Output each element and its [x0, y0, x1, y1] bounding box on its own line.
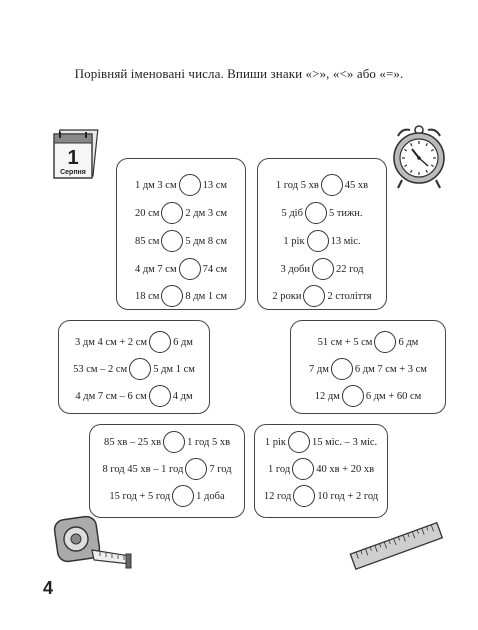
calendar-icon	[50, 128, 102, 180]
right-expression: 40 хв + 20 хв	[316, 463, 375, 475]
right-expression: 10 год + 2 год	[317, 490, 379, 502]
right-expression: 6 дм 7 см + 3 см	[354, 363, 427, 375]
comparison-row	[117, 285, 245, 307]
answer-circle[interactable]	[305, 202, 327, 224]
calendar-month: Серпня	[60, 169, 86, 176]
left-expression: 7 дм	[309, 363, 329, 375]
left-expression: 4 дм 7 см	[134, 263, 177, 275]
answer-circle[interactable]	[149, 331, 171, 353]
answer-circle[interactable]	[303, 285, 325, 307]
answer-circle[interactable]	[179, 258, 201, 280]
answer-circle[interactable]	[185, 458, 207, 480]
right-expression: 6 дм	[398, 336, 419, 348]
comparison-row	[258, 230, 386, 252]
alarm-clock-icon	[388, 122, 450, 190]
answer-circle[interactable]	[312, 258, 334, 280]
left-expression: 85 см	[134, 235, 160, 247]
comparison-row	[255, 485, 387, 507]
comparison-row	[59, 331, 209, 353]
comparison-row	[258, 202, 386, 224]
comparison-card-6	[254, 424, 388, 518]
right-expression: 15 міс. – 3 міс.	[311, 436, 378, 448]
comparison-card-4	[290, 320, 446, 414]
left-expression: 4 дм 7 см – 6 см	[75, 390, 147, 402]
right-expression: 1 год 5 хв	[187, 436, 231, 448]
right-expression: 74 см	[202, 263, 228, 275]
comparison-row	[90, 458, 244, 480]
answer-circle[interactable]	[292, 458, 314, 480]
right-expression: 22 год	[335, 263, 364, 275]
right-expression: 2 дм 3 см	[185, 207, 228, 219]
answer-circle[interactable]	[161, 285, 183, 307]
comparison-row	[291, 385, 445, 407]
answer-circle[interactable]	[321, 174, 343, 196]
comparison-row	[117, 230, 245, 252]
left-expression: 3 доби	[280, 263, 310, 275]
comparison-row	[291, 331, 445, 353]
left-expression: 1 рік	[264, 436, 286, 448]
answer-circle[interactable]	[331, 358, 353, 380]
calendar-day: 1	[67, 147, 79, 169]
right-expression: 45 хв	[344, 179, 369, 191]
comparison-row	[90, 485, 244, 507]
answer-circle[interactable]	[179, 174, 201, 196]
right-expression: 7 год	[209, 463, 232, 475]
comparison-row	[255, 431, 387, 453]
comparison-row	[255, 458, 387, 480]
left-expression: 12 дм	[314, 390, 340, 402]
right-expression: 6 дм	[173, 336, 193, 348]
answer-circle[interactable]	[342, 385, 364, 407]
comparison-row	[117, 202, 245, 224]
right-expression: 5 тижн.	[328, 207, 363, 219]
comparison-row	[90, 431, 244, 453]
comparison-card-3	[58, 320, 210, 414]
right-expression: 6 дм + 60 см	[365, 390, 422, 402]
answer-circle[interactable]	[293, 485, 315, 507]
answer-circle[interactable]	[374, 331, 396, 353]
left-expression: 1 год	[267, 463, 291, 475]
left-expression: 1 дм 3 см	[134, 179, 177, 191]
ruler-icon	[348, 518, 444, 572]
left-expression: 15 год + 5 год	[109, 490, 171, 502]
comparison-card-2	[257, 158, 387, 310]
answer-circle[interactable]	[307, 230, 329, 252]
left-expression: 3 дм 4 см + 2 см	[75, 336, 148, 348]
comparison-row	[258, 285, 386, 307]
answer-circle[interactable]	[129, 358, 151, 380]
left-expression: 85 хв – 25 хв	[103, 436, 162, 448]
left-expression: 5 діб	[281, 207, 303, 219]
left-expression: 12 год	[263, 490, 292, 502]
left-expression: 8 год 45 хв – 1 год	[102, 463, 184, 475]
left-expression: 2 роки	[272, 290, 302, 302]
right-expression: 8 дм 1 см	[185, 290, 228, 302]
comparison-row	[258, 174, 386, 196]
comparison-card-1	[116, 158, 246, 310]
comparison-row	[59, 385, 209, 407]
left-expression: 51 см + 5 см	[317, 336, 373, 348]
right-expression: 1 доба	[196, 490, 225, 502]
right-expression: 13 см	[202, 179, 228, 191]
answer-circle[interactable]	[172, 485, 194, 507]
comparison-row	[291, 358, 445, 380]
answer-circle[interactable]	[288, 431, 310, 453]
right-expression: 4 дм	[172, 390, 193, 402]
left-expression: 1 год 5 хв	[275, 179, 319, 191]
comparison-row	[117, 174, 245, 196]
left-expression: 1 рік	[283, 235, 305, 247]
comparison-row	[258, 258, 386, 280]
answer-circle[interactable]	[149, 385, 171, 407]
right-expression: 5 дм 1 см	[153, 363, 195, 375]
answer-circle[interactable]	[161, 230, 183, 252]
right-expression: 5 дм 8 см	[185, 235, 228, 247]
tape-measure-icon	[52, 512, 134, 574]
comparison-row	[117, 258, 245, 280]
answer-circle[interactable]	[163, 431, 185, 453]
page-number: 4	[43, 578, 54, 598]
comparison-row	[59, 358, 209, 380]
left-expression: 20 см	[134, 207, 160, 219]
comparison-card-5	[89, 424, 245, 518]
left-expression: 53 см – 2 см	[73, 363, 128, 375]
answer-circle[interactable]	[161, 202, 183, 224]
right-expression: 13 міс.	[330, 235, 361, 247]
left-expression: 18 см	[134, 290, 160, 302]
instruction-text: Порівняй іменовані числа. Впиши знаки «>», «<» або «=».	[74, 66, 404, 81]
right-expression: 2 століття	[327, 290, 372, 302]
